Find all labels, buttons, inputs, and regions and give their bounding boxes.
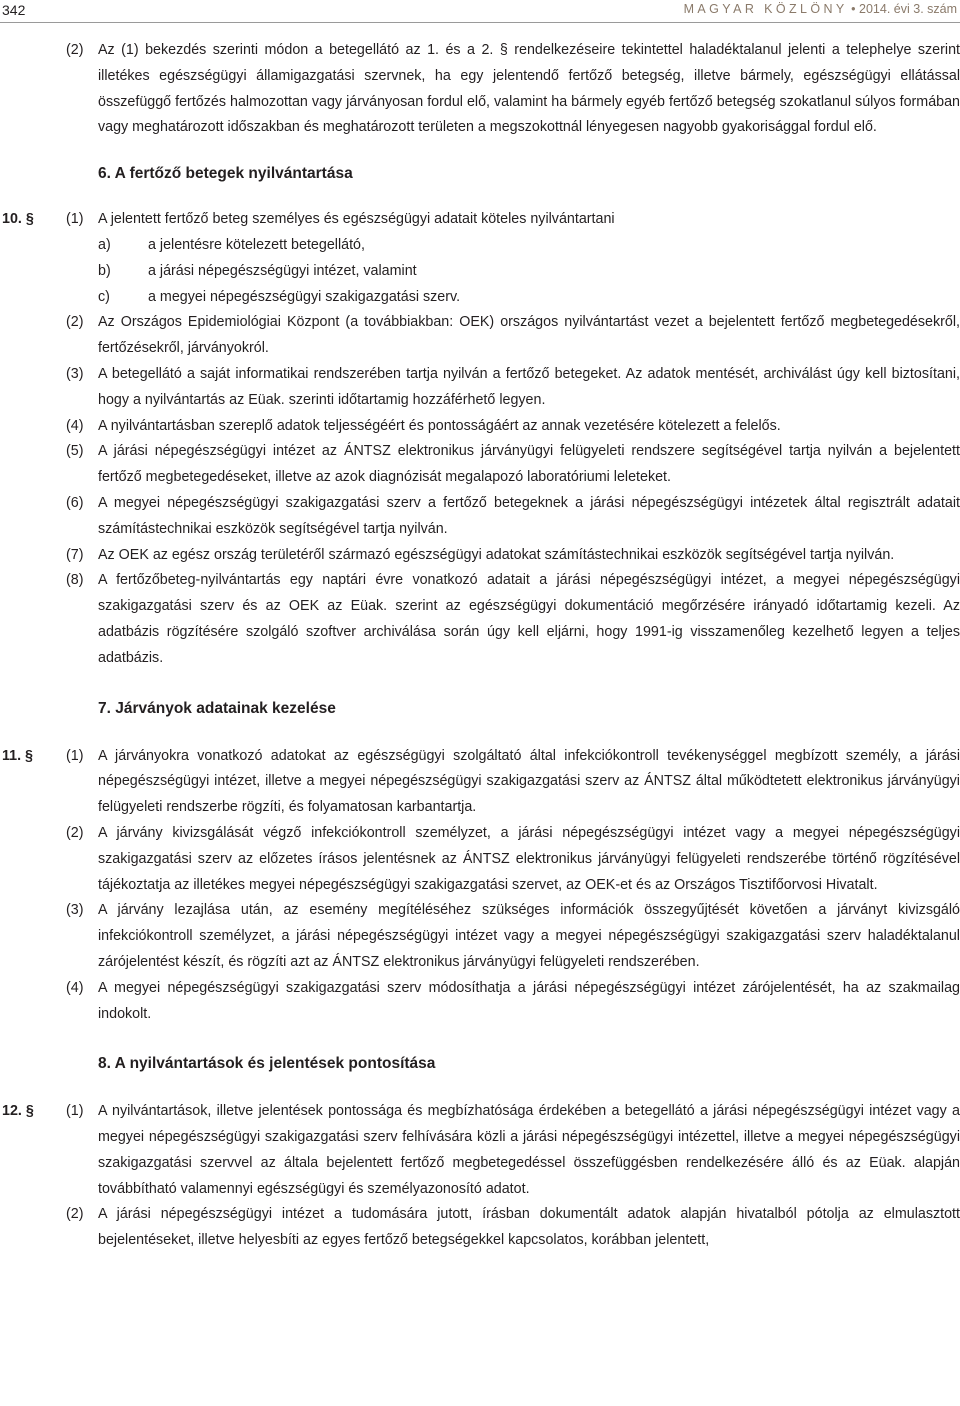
- paragraph-text: A járványokra vonatkozó adatokat az egészségügyi szolgáltató által infekciókontroll tevékenységgel megbízott személy, a járási népegészségügyi intézet, illetve a megyei népegészségügyi szakigazgatási szerv az ÁNTSZ által működtetett elektronikus járványügyi felügyeleti rendszerbe rögzíti, és folyamatosan karbantartja.: [98, 747, 960, 816]
- paragraph-label: (1): [66, 747, 84, 764]
- paragraph: [0, 414, 960, 440]
- paragraph-label: (8): [66, 572, 84, 589]
- paragraph-text: A megyei népegészségügyi szakigazgatási szerv módosíthatja a járási népegészségügyi intézet zárójelentését, ha az szakmailag indokolt.: [98, 979, 960, 1022]
- paragraph-label: (1): [66, 211, 84, 228]
- journal-title: [684, 2, 957, 16]
- list-item-label: c): [98, 288, 110, 305]
- paragraph-text: A nyilvántartások, illetve jelentések pontossága és megbízhatósága érdekében a betegellátó a járási népegészségügyi intézet vagy a megyei népegészségügyi szakigazgatási szerv felhívására közli a járási népegészségügyi intézettel, illetve a megyei népegészségügyi szakigazgatási szervvel az általa bejelentett fertőző megbetegedéssel összefüggésben rendelkezésére álló és az Eüak. alapján továbbítható valamennyi egészségügyi és személyazonosító adatot.: [98, 1103, 960, 1197]
- paragraph: [0, 310, 960, 362]
- paragraph-label: (2): [66, 824, 84, 841]
- section-heading: 7. Járványok adatainak kezelése: [98, 699, 336, 717]
- document-body: [0, 38, 960, 1254]
- paragraph-text: Az Országos Epidemiológiai Központ (a továbbiakban: OEK) országos nyilvántartást vezet a bejelentett fertőző megbetegedésekről, fertőzésekről, járványokról.: [98, 314, 960, 357]
- section-number: 12. §: [2, 1103, 34, 1120]
- paragraph-label: (2): [66, 42, 84, 58]
- journal-name: MAGYAR KÖZLÖNY: [683, 2, 848, 16]
- paragraph-label: (1): [66, 1103, 84, 1120]
- list-item-label: a): [98, 236, 111, 253]
- list-item: [0, 285, 960, 311]
- paragraph-label: (3): [66, 902, 84, 919]
- paragraph-label: (3): [66, 365, 84, 382]
- paragraph-label: (6): [66, 494, 84, 511]
- paragraph: [0, 362, 960, 414]
- paragraph: [0, 543, 960, 569]
- page-number: 342: [2, 2, 26, 18]
- paragraph-label: (7): [66, 546, 84, 563]
- paragraph-text: Az OEK az egész ország területéről származó egészségügyi adatokat számítástechnikai eszközök segítségével tartja nyilván.: [98, 546, 895, 563]
- paragraph-label: (5): [66, 443, 84, 460]
- paragraph: [0, 1099, 960, 1202]
- header-bullet: •: [851, 2, 856, 16]
- paragraph-text: A betegellátó a saját informatikai rendszerében tartja nyilván a fertőző betegeket. Az adatok mentését, archiválást úgy kell biztosítani, hogy a nyilvántartás az Eüak. szerinti időtartamig hozzáférhető legyen.: [98, 365, 960, 408]
- paragraph-text: A fertőzőbeteg-nyilvántartás egy naptári évre vonatkozó adatait a járási népegészségügyi intézet, a megyei népegészségügyi szakigazgatási szerv és az OEK az Eüak. szerint az egészségügyi dokumentáció megőrzésére irányadó időtartamig kezeli. Az adatbázis rögzítésére szolgáló szoftver archiválása során úgy kell eljárni, hogy 1991-ig visszamenőleg kezelhető legyen a teljes adatbázis.: [98, 572, 960, 666]
- paragraph: [0, 491, 960, 543]
- paragraph: [0, 568, 960, 671]
- paragraph: [0, 38, 960, 141]
- paragraph: [0, 744, 960, 821]
- paragraph-label: (2): [66, 1206, 84, 1223]
- paragraph-text: A járási népegészségügyi intézet a tudomására jutott, írásban dokumentált adatok alapján hivatalból pótolja az elmulasztott bejelentéseket, illetve helyesbíti az egyes fertőző betegségekkel kapcsolatos, korábban jelentett,: [98, 1206, 960, 1249]
- paragraph-label: (4): [66, 979, 84, 996]
- list-item-text: a járási népegészségügyi intézet, valamint: [148, 262, 417, 279]
- journal-issue: 2014. évi 3. szám: [859, 2, 957, 16]
- paragraph: [0, 1202, 960, 1254]
- paragraph-text: A megyei népegészségügyi szakigazgatási szerv a fertőző betegeknek a járási népegészségügyi intézetek által regisztrált adatait számítástechnikai eszközök segítségével tartja nyilván.: [98, 494, 960, 537]
- section-heading: 8. A nyilvántartások és jelentések pontosítása: [98, 1055, 436, 1073]
- paragraph-text: A járvány lezajlása után, az esemény megítéléséhez szükséges információk összegyűjtését követően a járványt kivizsgáló infekciókontroll személyzet, a járási népegészségügyi intézet vagy a megyei népegészségügyi szakigazgatási szerv haladéktalanul zárójelentést készít, és rögzíti azt az ÁNTSZ elektronikus járványügyi felügyeleti rendszerében.: [98, 902, 960, 970]
- list-item-text: a megyei népegészségügyi szakigazgatási szerv.: [148, 288, 461, 305]
- paragraph: [0, 976, 960, 1028]
- paragraph-text: A nyilvántartásban szereplő adatok teljességéért és pontosságáért az annak vezetésére kötelezett a felelős.: [98, 417, 781, 434]
- paragraph-text: Az (1) bekezdés szerinti módon a betegellátó az 1. és a 2. § rendelkezéseire tekintettel haladéktalanul jelenti a telephelye szerint illetékes egészségügyi államigazgatási szervnek, ha egy jelentendő fertőző betegség, illetve bármely, egészségügyi ellátással összefüggő fertőzés halmozottan vagy járványosan fordul elő, valamint ha bármely egyéb fertőző betegség szokatlanul súlyos formában vagy meghatározott időszakban és meghatározott területen a megszokottnál lényegesen nagyobb gyakorisággal fordul elő.: [98, 42, 960, 136]
- page-header: [0, 0, 960, 24]
- paragraph: [0, 207, 960, 233]
- paragraph-text: A járási népegészségügyi intézet az ÁNTSZ elektronikus járványügyi felügyeleti rendszere segítségével tartja nyilván a bejelentett fertőző megbetegedéseket, illetve az azok diagnózisát megalapozó laboratóriumi leleteket.: [98, 443, 960, 486]
- section-number: 10. §: [2, 211, 34, 228]
- list-item-label: b): [98, 262, 111, 279]
- paragraph-text: A járvány kivizsgálását végző infekciókontroll személyzet, a járási népegészségügyi intézet vagy a megyei népegészségügyi szakigazgatási szerv az előzetes írásos jelentésnek az ÁNTSZ elektronikus járványügyi felügyeleti rendszerébe történő rögzítésével tájékoztatja az illetékes megyei népegészségügyi szakigazgatási szervet, az OEK-et és az Országos Tisztifőorvosi Hivatalt.: [98, 824, 960, 893]
- paragraph-text: A jelentett fertőző beteg személyes és egészségügyi adatait köteles nyilvántartani: [98, 211, 615, 228]
- paragraph: [0, 439, 960, 491]
- section-number: 11. §: [2, 747, 34, 764]
- list-item-text: a jelentésre kötelezett betegellátó,: [148, 236, 365, 253]
- paragraph: [0, 821, 960, 898]
- paragraph-label: (4): [66, 417, 84, 434]
- list-item: [0, 233, 960, 259]
- section-heading: 6. A fertőző betegek nyilvántartása: [98, 165, 353, 183]
- list-item: [0, 259, 960, 285]
- paragraph: [0, 898, 960, 975]
- paragraph-label: (2): [66, 314, 84, 331]
- header-rule: [0, 22, 960, 23]
